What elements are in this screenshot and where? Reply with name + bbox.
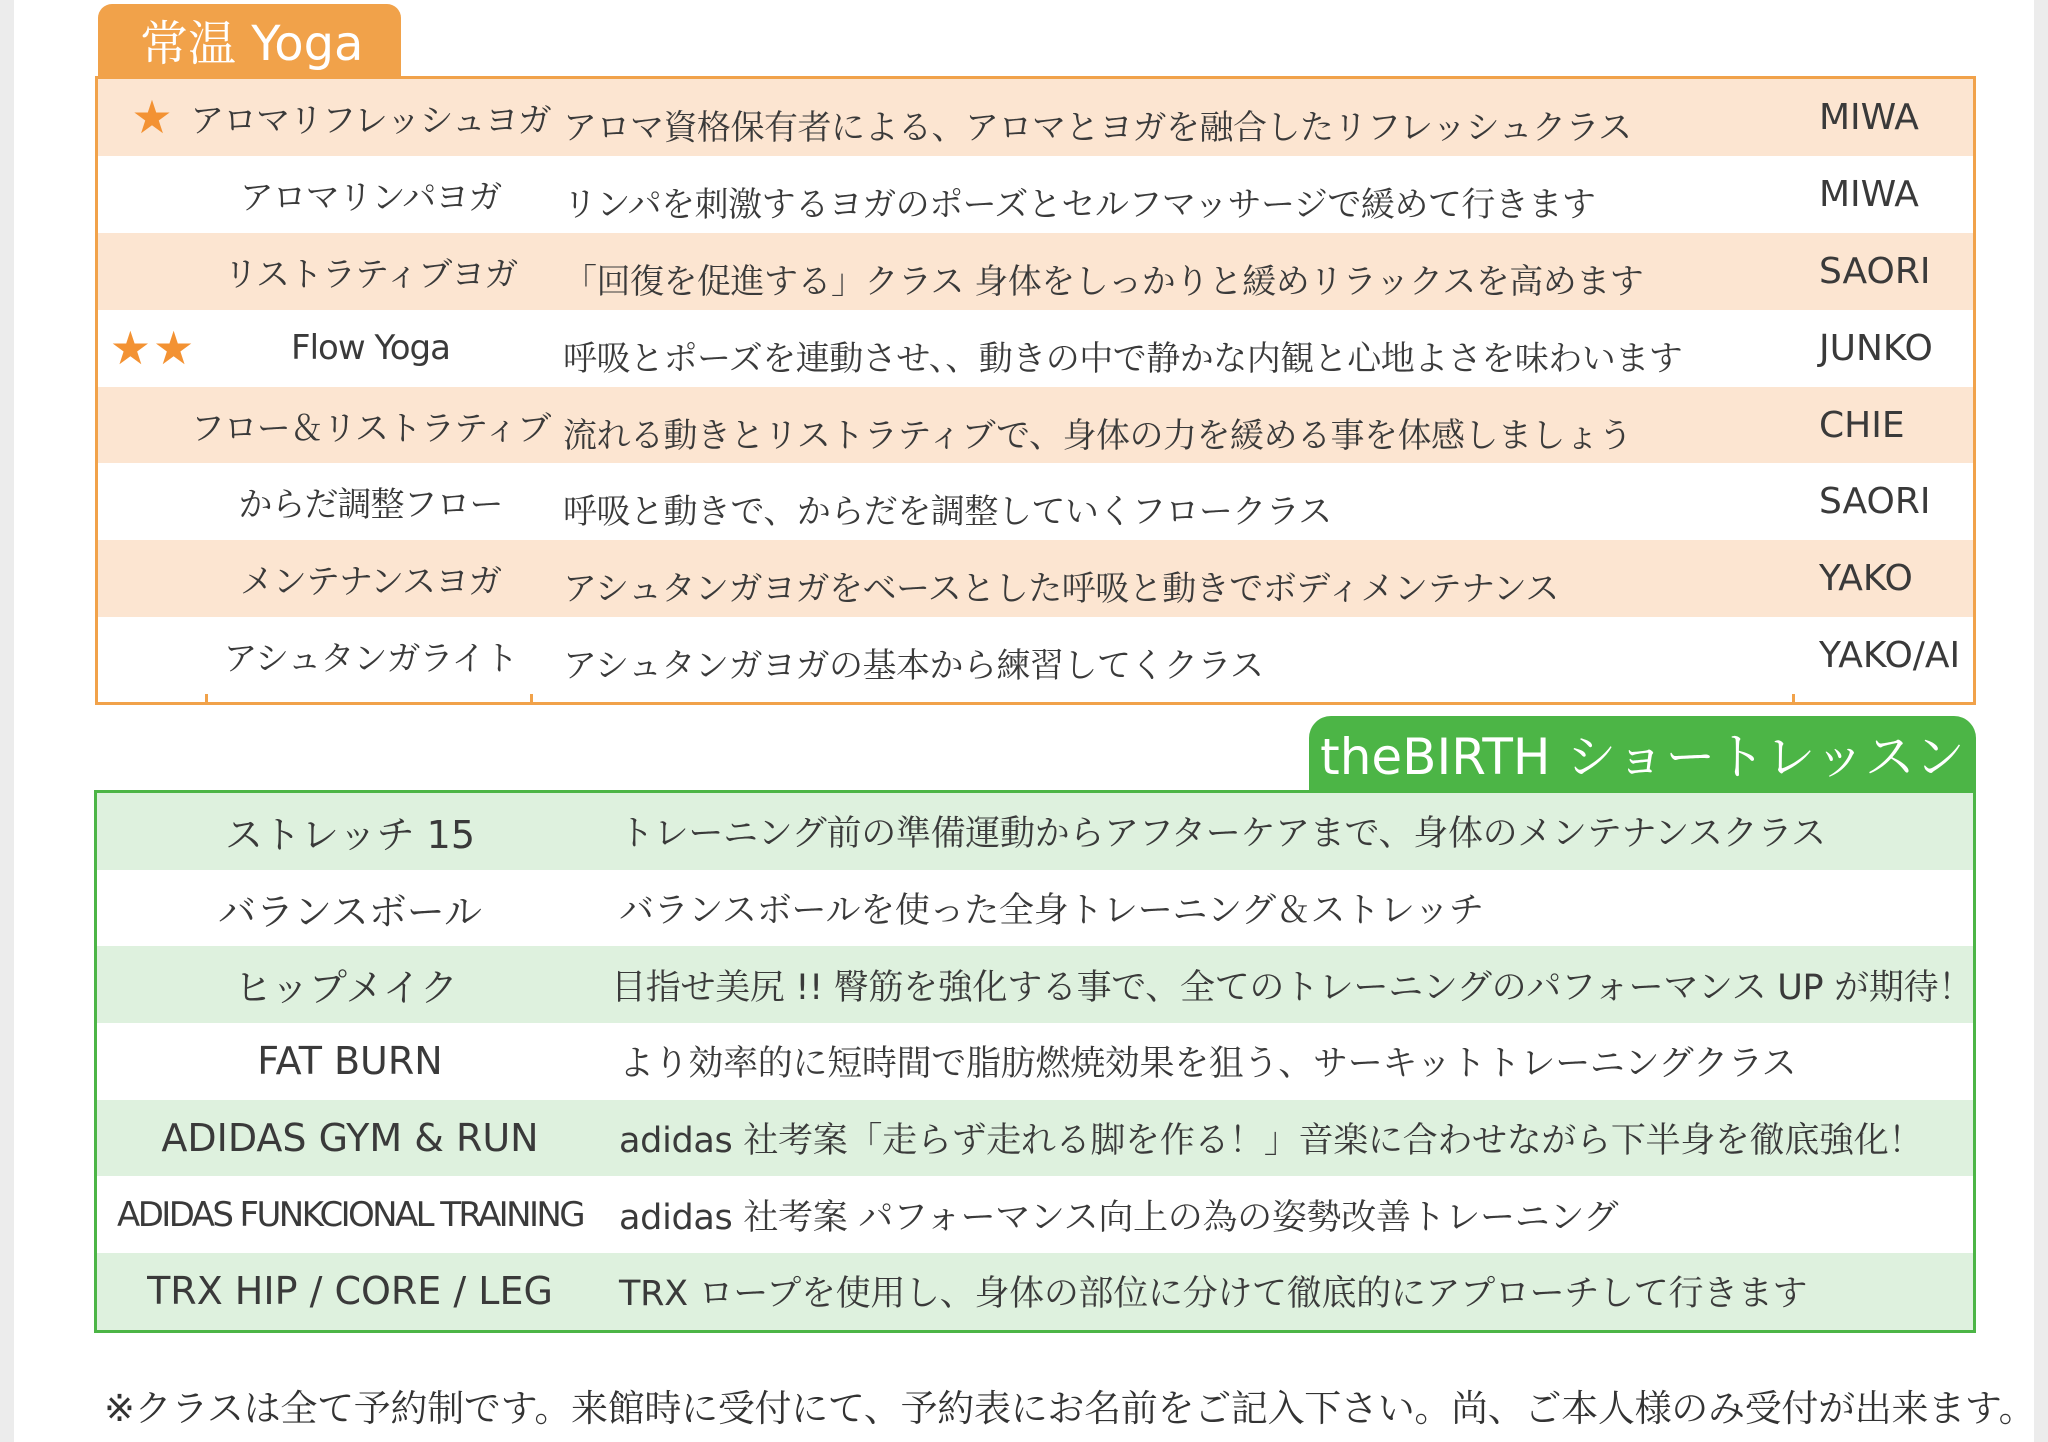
table-row: [98, 387, 1973, 464]
class-description: 呼吸とポーズを連動させ、、動きの中で静かな内観と心地よさを味わいます: [563, 338, 1683, 379]
class-description: トレーニング前の準備運動からアフターケアまで、身体のメンテナンスクラス: [619, 814, 1826, 855]
table-row: [97, 946, 1973, 1023]
class-description: アシュタンガヨガの基本から練習してくクラス: [563, 646, 1264, 687]
star-rating: [98, 156, 208, 233]
instructor-name: MIWA: [1819, 173, 1919, 215]
class-description: バランスボールを使った全身トレーニング＆ストレッチ: [619, 891, 1484, 932]
birth-class-table: [94, 790, 1976, 1333]
birth-section-title: theBIRTH ショートレッスン: [1309, 716, 1976, 792]
class-name: TRX HIP / CORE / LEG: [147, 1269, 553, 1314]
table-row: [97, 1253, 1973, 1330]
class-name: アシュタンガライト: [223, 639, 518, 680]
table-row: [97, 1023, 1973, 1100]
class-name: フロー＆リストラティブ: [190, 408, 551, 449]
table-row: [98, 233, 1973, 310]
instructor-name: CHIE: [1819, 404, 1905, 446]
instructor-name: SAORI: [1819, 481, 1931, 523]
class-description: 「回復を促進する」クラス 身体をしっかりと緩めリラックスを高めます: [563, 261, 1644, 302]
class-name: ストレッチ 15: [224, 812, 476, 857]
class-name: バランスボール: [217, 889, 483, 934]
class-name: Flow Yoga: [291, 328, 450, 369]
class-name: ADIDAS GYM & RUN: [161, 1116, 539, 1161]
schedule-page: [14, 0, 2034, 1442]
yoga-class-table: [95, 76, 1976, 705]
instructor-name: MIWA: [1819, 96, 1919, 138]
table-row: [98, 79, 1973, 156]
class-name: ヒップメイク: [234, 966, 458, 1011]
class-description: アシュタンガヨガをベースとした呼吸と動きでボディメンテナンス: [563, 569, 1559, 610]
class-name: メンテナンスヨガ: [239, 562, 502, 603]
star-rating: [98, 617, 208, 694]
table-row: [98, 310, 1973, 387]
star-rating: ★★: [109, 321, 197, 376]
star-rating: [98, 540, 208, 617]
table-row: [98, 540, 1973, 617]
class-name: ADIDAS FUNKCIONAL TRAINING: [117, 1194, 583, 1235]
class-name: アロマリフレッシュヨガ: [190, 100, 551, 141]
class-description: アロマ資格保有者による、アロマとヨガを融合したリフレッシュクラス: [563, 107, 1632, 148]
instructor-name: YAKO/AI: [1819, 635, 1961, 677]
reservation-note: ※クラスは全て予約制です。来館時に受付にて、予約表にお名前をご記入下さい。尚、ご本人様のみ受付が出来ます。: [104, 1387, 2036, 1430]
star-rating: [98, 463, 208, 540]
class-description: より効率的に短時間で脂肪燃焼効果を狙う、サーキットトレーニングクラス: [619, 1044, 1797, 1085]
class-description: adidas 社考案 パフォーマンス向上の為の姿勢改善トレーニング: [619, 1197, 1619, 1238]
instructor-name: JUNKO: [1819, 327, 1933, 369]
table-row: [97, 1176, 1973, 1253]
class-name: リストラティブヨガ: [223, 254, 518, 295]
class-description: TRX ロープを使用し、身体の部位に分けて徹底的にアプローチして行きます: [619, 1274, 1808, 1315]
class-description: adidas 社考案「走らず走れる脚を作る！」音楽に合わせながら下半身を徹底強化！: [619, 1121, 1924, 1162]
table-row: [98, 156, 1973, 233]
table-row: [97, 870, 1973, 947]
class-name: FAT BURN: [257, 1039, 443, 1084]
table-row: [97, 793, 1973, 870]
table-row: [98, 463, 1973, 540]
table-row: [97, 1100, 1973, 1177]
class-description: リンパを刺激するヨガのポーズとセルフマッサージで緩めて行きます: [563, 184, 1596, 225]
instructor-name: YAKO: [1819, 558, 1913, 600]
class-description: 目指せ美尻 !! 臀筋を強化する事で、全てのトレーニングのパフォーマンス UP が期待！: [611, 967, 1973, 1008]
class-description: 流れる動きとリストラティブで、身体の力を緩める事を体感しましょう: [563, 415, 1632, 456]
instructor-name: SAORI: [1819, 250, 1931, 292]
star-rating: ★: [131, 90, 175, 145]
table-row: [98, 617, 1973, 694]
star-rating: [98, 233, 208, 310]
yoga-section-title: 常温 Yoga: [98, 4, 401, 78]
class-name: からだ調整フロー: [238, 485, 503, 526]
class-name: アロマリンパヨガ: [239, 177, 502, 218]
class-description: 呼吸と動きで、からだを調整していくフロークラス: [563, 492, 1332, 533]
